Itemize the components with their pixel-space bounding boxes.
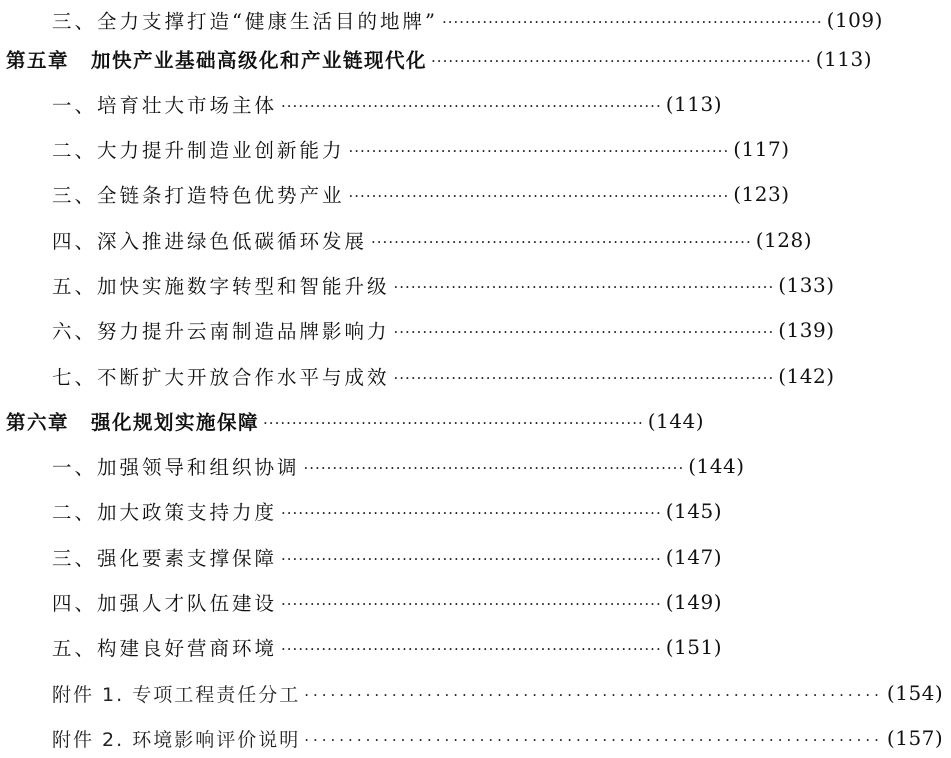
toc-entry-page: (149): [665, 590, 722, 614]
dot-leader: ··································································: [431, 52, 812, 70]
toc-entry-title: 五、构建良好营商环境: [52, 637, 278, 660]
chapter-title-text: 强化规划实施保障: [91, 411, 260, 434]
toc-entry-title: 三、全链条打造特色优势产业: [52, 184, 345, 207]
toc-entry[interactable]: [0, 265, 835, 305]
dot-leader: ··································································: [348, 187, 730, 205]
toc-entry[interactable]: [0, 129, 790, 169]
toc-entry-page: (133): [778, 273, 835, 297]
toc-entry[interactable]: [0, 174, 790, 214]
toc-entry[interactable]: [0, 310, 835, 350]
toc-entry-title: 三、强化要素支撑保障: [52, 547, 278, 570]
toc-entry[interactable]: [0, 446, 745, 486]
toc-entry-title: 一、加强领导和组织协调: [52, 456, 300, 479]
toc-entry-title: 二、加大政策支持力度: [52, 501, 278, 524]
toc-entry-page: (151): [665, 635, 722, 659]
dot-leader: ··································································: [303, 459, 685, 477]
toc-entry-title: 附件 2. 环境影响评价说明: [52, 728, 301, 751]
dot-leader: ··································································: [281, 504, 662, 522]
toc-chapter[interactable]: [0, 39, 873, 79]
dot-leader: ··································································: [393, 278, 775, 296]
toc-entry-page: (109): [826, 8, 883, 32]
toc-entry[interactable]: [0, 84, 722, 124]
toc-entry[interactable]: [0, 356, 835, 396]
dot-leader: ··································································: [393, 323, 775, 341]
toc-entry[interactable]: [0, 220, 812, 260]
chapter-title-text: 加快产业基础高级化和产业链现代化: [91, 49, 428, 72]
toc-entry-title: 四、深入推进绿色低碳循环发展: [52, 230, 368, 253]
toc-entry-title: 二、大力提升制造业创新能力: [52, 139, 345, 162]
toc-entry-title: 三、全力支撑打造“健康生活目的地牌”: [52, 10, 438, 33]
chapter-number: 第六章: [6, 411, 70, 434]
dot-leader: ··································································: [348, 142, 730, 160]
toc-appendix[interactable]: [0, 673, 944, 713]
toc-entry[interactable]: [0, 0, 883, 40]
toc-entry-page: (157): [886, 726, 944, 750]
toc-entry-page: (139): [778, 318, 835, 342]
toc-entry[interactable]: [0, 627, 722, 667]
toc-entry[interactable]: [0, 537, 722, 577]
toc-chapter-title: [0, 407, 263, 435]
toc-entry-page: (144): [688, 454, 745, 478]
toc-appendix[interactable]: [0, 718, 944, 758]
toc-entry-title: 四、加强人才队伍建设: [52, 592, 278, 615]
chapter-number: 第五章: [6, 49, 70, 72]
toc-entry[interactable]: [0, 582, 722, 622]
dot-leader: ··································································: [281, 550, 662, 568]
toc-entry-title: 六、努力提升云南制造品牌影响力: [52, 320, 390, 343]
toc-entry-page: (142): [778, 364, 835, 388]
toc-entry-title: 五、加快实施数字转型和智能升级: [52, 275, 390, 298]
toc-entry-page: (113): [815, 47, 873, 71]
toc-entry-page: (147): [665, 545, 722, 569]
toc-entry-page: (117): [733, 137, 790, 161]
dot-leader: ··································································: [281, 595, 662, 613]
dot-leader: ··································································: [304, 731, 883, 749]
dot-leader: ··································································: [441, 13, 823, 31]
toc-entry-page: (145): [665, 499, 722, 523]
toc-entry-page: (113): [665, 92, 722, 116]
toc-entry-page: (123): [733, 182, 790, 206]
dot-leader: ··································································: [393, 369, 775, 387]
dot-leader: ··································································: [263, 414, 644, 432]
toc-chapter-title: [0, 45, 431, 73]
toc-entry-title: 附件 1. 专项工程责任分工: [52, 683, 301, 706]
toc-entry-page: (128): [755, 228, 812, 252]
toc-entry-title: 一、培育壮大市场主体: [52, 94, 278, 117]
dot-leader: ··································································: [281, 97, 662, 115]
dot-leader: ··································································: [281, 640, 662, 658]
dot-leader: ··································································: [304, 686, 883, 704]
toc-entry[interactable]: [0, 491, 722, 531]
toc-entry-page: (144): [647, 409, 705, 433]
dot-leader: ··································································: [371, 233, 752, 251]
toc-chapter[interactable]: [0, 401, 705, 441]
toc-entry-page: (154): [886, 681, 944, 705]
toc-entry-title: 七、不断扩大开放合作水平与成效: [52, 366, 390, 389]
